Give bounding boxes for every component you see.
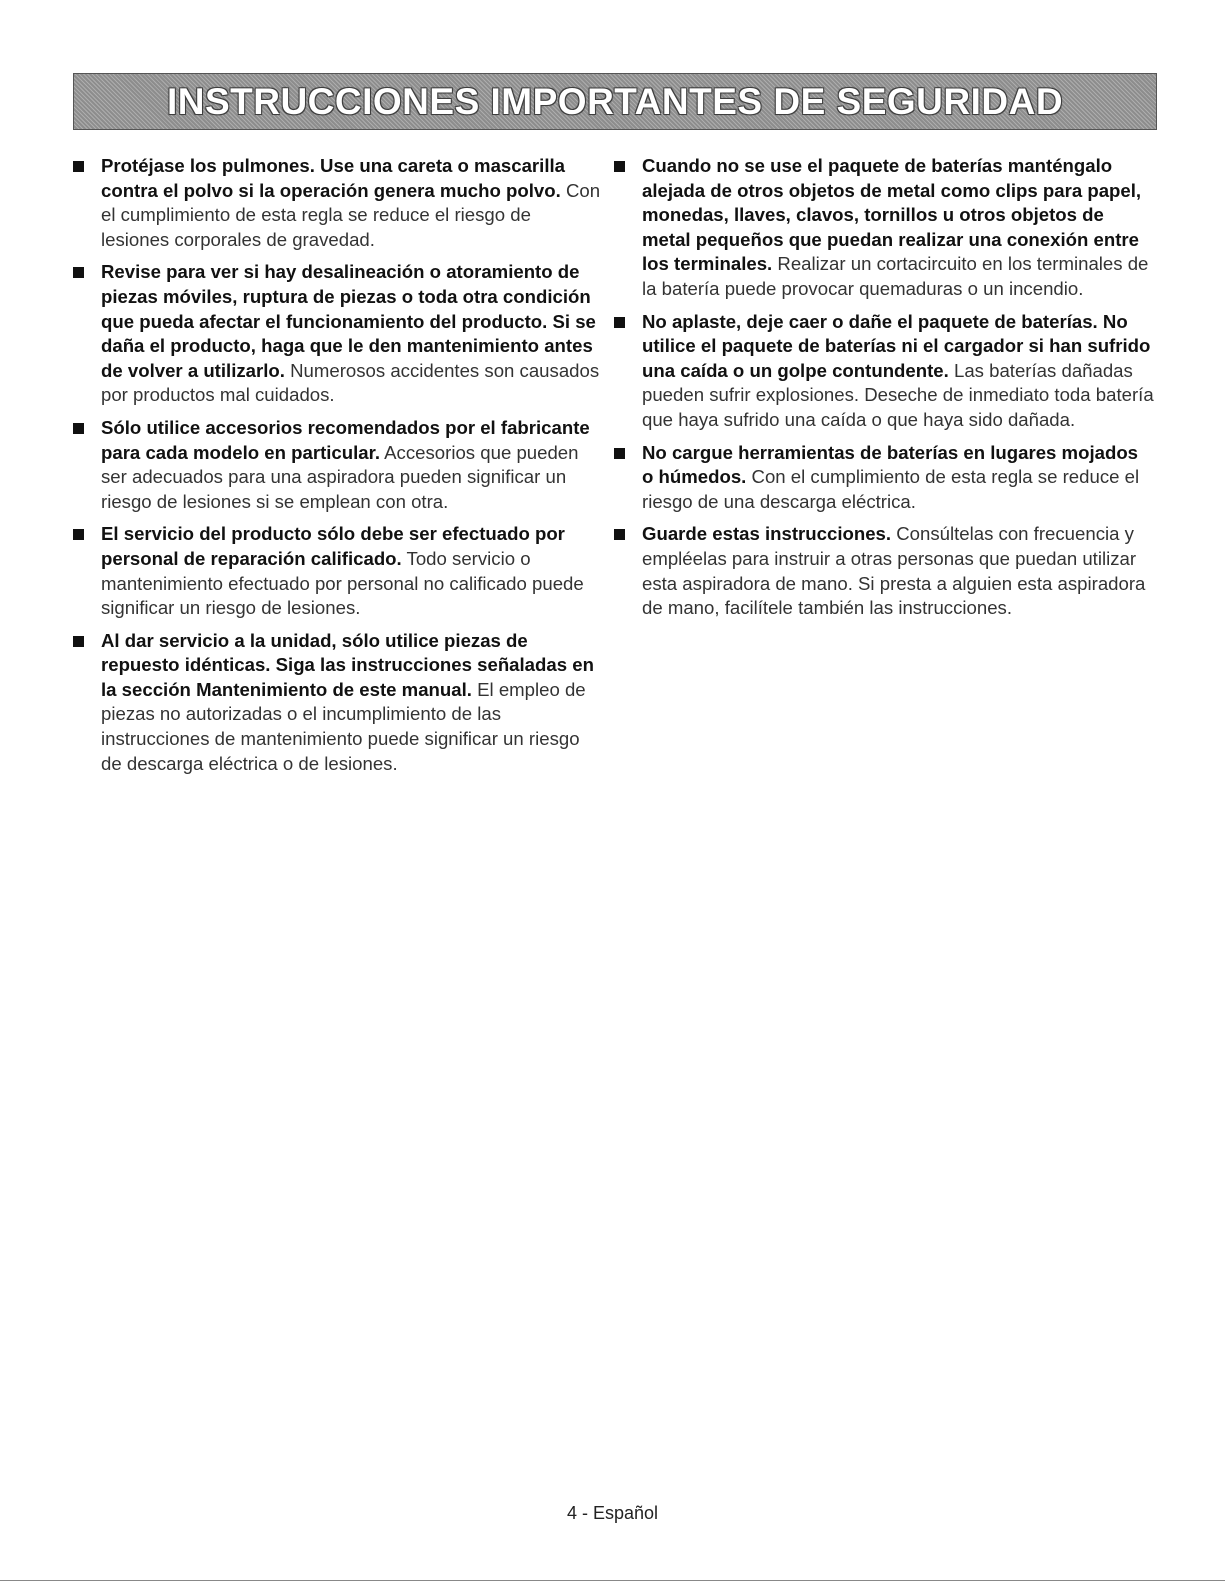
square-bullet-icon [614, 529, 625, 540]
item-body: Realizar un cortacircuito en los terminales de la batería puede provocar quemaduras o un incendio. [642, 253, 1149, 299]
square-bullet-icon [614, 317, 625, 328]
list-item [614, 310, 1154, 433]
item-lead: Revise para ver si hay desalineación o atoramiento de piezas móviles, ruptura de piezas o toda otra condición que pueda afectar el funcionamiento del producto. Si se daña el producto, haga que le den mantenimiento antes de volver a utilizarlo. [101, 261, 596, 381]
square-bullet-icon [73, 636, 84, 647]
item-lead: Al dar servicio a la unidad, sólo utilice piezas de repuesto idénticas. Siga las instrucciones señaladas en la sección Mantenimiento de este manual. [101, 629, 594, 700]
square-bullet-icon [73, 161, 84, 172]
page-footer: 4 - Español [566, 1503, 659, 1523]
item-lead: Cuando no se use el paquete de baterías manténgalo alejada de otros objetos de metal como clips para papel, monedas, llaves, clavos, tornillos u otros objetos de metal pequeños que puedan realizar una conexión entre los terminales. [642, 155, 1142, 275]
square-bullet-icon [614, 161, 625, 172]
list-item [73, 522, 603, 620]
item-body: Con el cumplimiento de esta regla se reduce el riesgo de una descarga eléctrica. [642, 466, 1140, 512]
page-title: INSTRUCCIONES IMPORTANTES DE SEGURIDAD [166, 80, 1064, 122]
item-text [101, 260, 603, 408]
item-body: Las baterías dañadas pueden sufrir explosiones. Deseche de inmediato toda batería que haya sufrido una caída o que haya sido dañada. [642, 359, 1154, 430]
list-item [614, 522, 1154, 620]
list-item [73, 416, 603, 514]
item-lead: Sólo utilice accesorios recomendados por el fabricante para cada modelo en particular. [101, 416, 590, 463]
square-bullet-icon [614, 448, 625, 459]
item-text [642, 441, 1154, 515]
item-text [101, 522, 603, 620]
bottom-divider [0, 1580, 1225, 1581]
item-body: Consúltelas con frecuencia y empléelas para instruir a otras personas que puedan utilizar esta aspiradora de mano. Si presta a alguien esta aspiradora de mano, facilítele también las instrucciones. [642, 523, 1146, 619]
item-text [642, 522, 1154, 620]
list-item [73, 260, 603, 408]
square-bullet-icon [73, 423, 84, 434]
item-lead: Guarde estas instrucciones. [642, 523, 892, 545]
item-text [642, 154, 1154, 302]
square-bullet-icon [73, 529, 84, 540]
item-body: Con el cumplimiento de esta regla se reduce el riesgo de lesiones corporales de gravedad. [101, 179, 601, 250]
list-item [73, 629, 603, 777]
item-text [101, 629, 603, 777]
item-lead: No cargue herramientas de baterías en lugares mojados o húmedos. [642, 441, 1139, 488]
item-body: Todo servicio o mantenimiento efectuado por personal no calificado puede significar un riesgo de lesiones. [101, 547, 584, 619]
item-body: Accesorios que pueden ser adecuados para una aspiradora pueden significar un riesgo de lesiones si se emplean con otra. [101, 441, 579, 512]
list-item [73, 154, 603, 252]
item-text [101, 416, 603, 514]
right-column [614, 154, 1154, 629]
item-lead: No aplaste, deje caer o dañe el paquete de baterías. No utilice el paquete de baterías ni el cargador si han sufrido una caída o un golpe contundente. [642, 310, 1151, 381]
section-header-banner [73, 73, 1157, 130]
left-column [73, 154, 603, 784]
item-body: Numerosos accidentes son causados por productos mal cuidados. [101, 359, 600, 406]
square-bullet-icon [73, 267, 84, 278]
item-lead: El servicio del producto sólo debe ser efectuado por personal de reparación calificado. [101, 523, 565, 569]
item-text [642, 310, 1154, 433]
item-lead: Protéjase los pulmones. Use una careta o mascarilla contra el polvo si la operación genera mucho polvo. [101, 155, 566, 201]
item-text [101, 154, 603, 252]
list-item [614, 154, 1154, 302]
list-item [614, 441, 1154, 515]
item-body: El empleo de piezas no autorizadas o el incumplimiento de las instrucciones de mantenimiento puede significar un riesgo de descarga eléctrica o de lesiones. [101, 678, 586, 774]
